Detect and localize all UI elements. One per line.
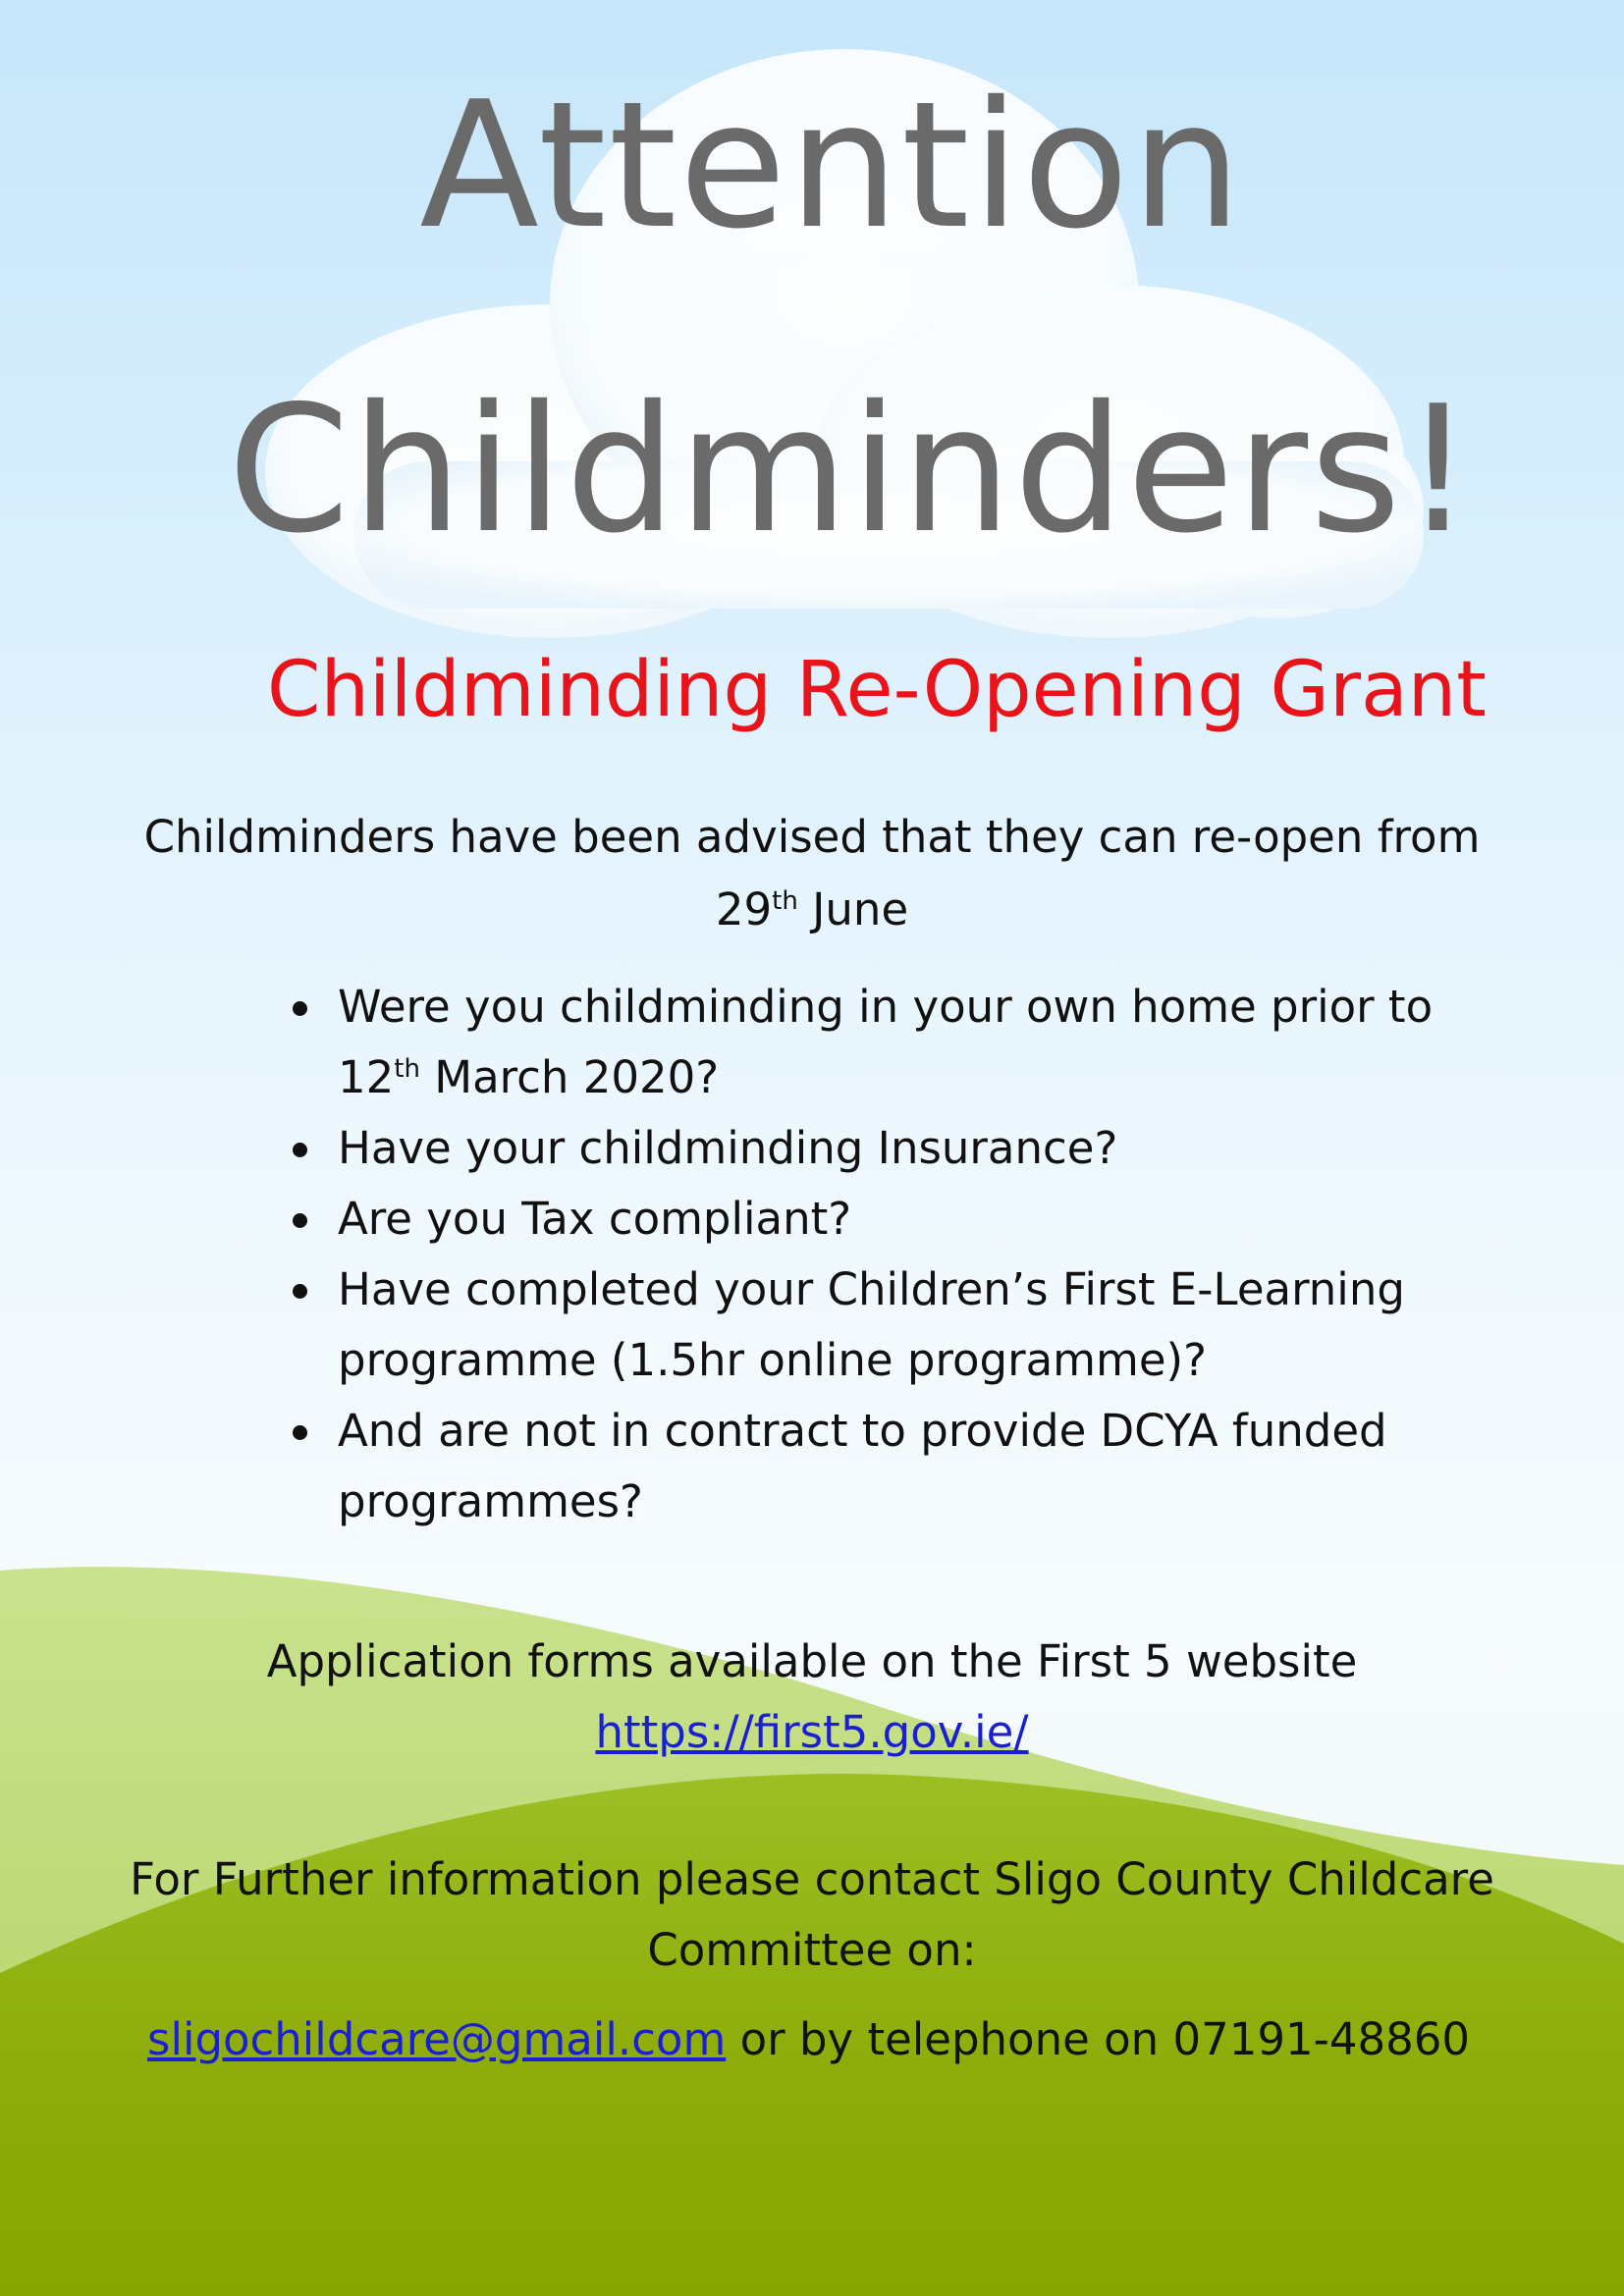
grant-title: Childminding Re-Opening Grant <box>267 646 1487 734</box>
email-link[interactable]: sligochildcare@gmail.com <box>147 2013 727 2065</box>
contact-details <box>147 2013 1470 2065</box>
list-item <box>285 1113 1463 1184</box>
website-link[interactable]: https://first5.gov.ie/ <box>595 1706 1029 1758</box>
list-item-text: Have your childminding Insurance? <box>338 1122 1118 1174</box>
list-item <box>285 1396 1463 1537</box>
intro-date-day: 29 <box>715 883 773 935</box>
list-item-text: Were you childminding in your own home prior to 12th March 2020? <box>338 981 1434 1103</box>
list-item-text: Are you Tax compliant? <box>338 1193 852 1245</box>
list-item <box>285 1255 1463 1396</box>
bullet-icon <box>293 1213 307 1228</box>
list-item-text: Have completed your Children’s First E-Learning programme (1.5hr online programme)? <box>338 1263 1405 1386</box>
headline-attention: Attention <box>419 64 1244 267</box>
headline-childminders: Childminders! <box>227 368 1476 571</box>
intro-date <box>0 883 1624 935</box>
bullet-icon <box>293 1284 307 1299</box>
bullet-icon <box>293 1001 307 1016</box>
bullet-icon <box>293 1143 307 1157</box>
bullet-icon <box>293 1425 307 1440</box>
list-item <box>285 1184 1463 1255</box>
application-text: Application forms available on the First 5 website <box>266 1635 1358 1687</box>
eligibility-list <box>285 972 1463 1537</box>
intro-date-suffix: th <box>772 886 798 916</box>
website-link-row <box>0 1706 1624 1758</box>
contact-committee: Committee on: <box>647 1924 977 1976</box>
telephone-text: or by telephone on 07191-48860 <box>739 2013 1470 2065</box>
contact-intro: For Further information please contact Sligo County Childcare <box>130 1853 1494 1905</box>
list-item-text: And are not in contract to provide DCYA funded programmes? <box>338 1405 1387 1527</box>
intro-line: Childminders have been advised that they can re-open from <box>143 811 1481 863</box>
list-item <box>285 972 1463 1113</box>
intro-date-month: June <box>812 883 909 935</box>
